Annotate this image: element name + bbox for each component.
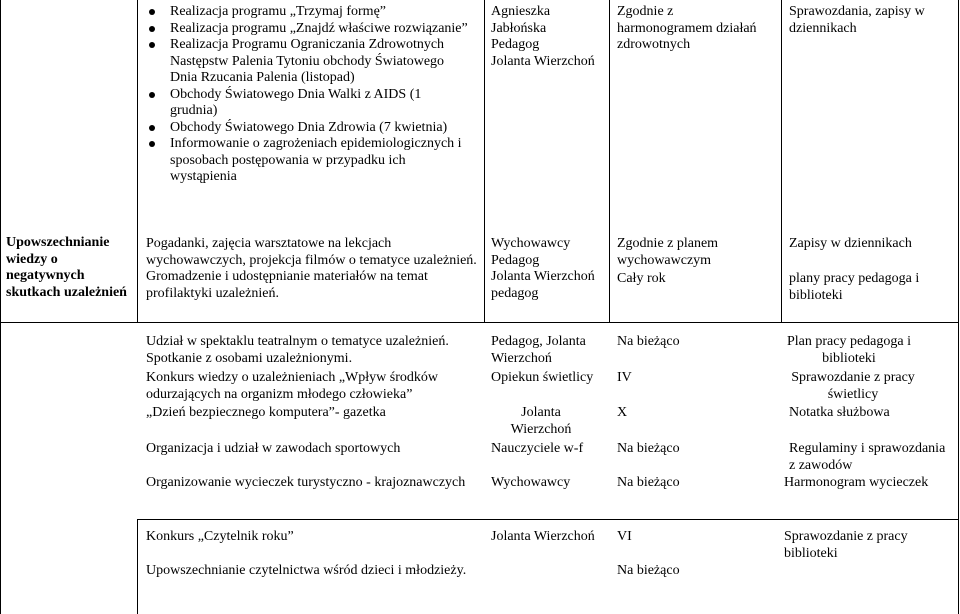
bullet-item: Realizacja programu „Znajdź właściwe rozwiązanie” xyxy=(146,21,470,38)
task-line: Spotkanie z osobami uzależnionymi. xyxy=(146,350,353,366)
resp-dzien-komputera: Jolanta Wierzchoń xyxy=(510,405,572,437)
term-top: Zgodnie z harmonogramem działań zdrowotnych xyxy=(617,4,757,52)
responsible-line: Pedagog xyxy=(491,37,540,52)
task-wycieczki: Organizowanie wycieczek turystyczno - krajoznawczych xyxy=(146,475,466,490)
doc-wycieczki: Harmonogram wycieczek xyxy=(784,475,929,490)
doc-bottom-plany: plany pracy pedagoga i biblioteki xyxy=(789,271,920,303)
resp-spektakl: Pedagog, Jolanta Wierzchoń xyxy=(491,334,586,366)
task-czytelnik xyxy=(146,529,476,579)
resp-konkurs-wiedzy: Opiekun świetlicy xyxy=(491,370,594,385)
task-spektakl xyxy=(146,334,484,367)
paragraph-gromadzenie: Gromadzenie i udostępnianie materiałów na temat profilaktyki uzależnień. xyxy=(146,269,428,301)
border-left xyxy=(0,0,1,614)
task-line: Konkurs „Czytelnik roku” xyxy=(146,529,294,544)
task-line: Upowszechnianie czytelnictwa wśród dzieci i młodzieży. xyxy=(146,562,467,578)
task-dzien-komputera: „Dzień bezpiecznego komputera”- gazetka xyxy=(146,405,386,420)
task-zawody: Organizacja i udział w zawodach sportowych xyxy=(146,441,401,456)
resp-wycieczki: Wychowawcy xyxy=(491,475,571,490)
border-right xyxy=(958,0,959,614)
category-label: Upowszechnianie wiedzy o negatywnych skutkach uzależnień xyxy=(6,235,127,300)
doc-top: Sprawozdania, zapisy w dziennikach xyxy=(789,4,925,36)
term-zawody: Na bieżąco xyxy=(617,441,680,456)
border-col1-lower xyxy=(137,519,138,614)
paragraph-pogadanki: Pogadanki, zajęcia warsztatowe na lekcjach wychowawczych, projekcja filmów o tematyce uzależnień. xyxy=(146,236,477,268)
term-line: VI xyxy=(617,529,632,544)
task-konkurs-wiedzy: Konkurs wiedzy o uzależnieniach „Wpływ środków odurzających na organizm młodego człowieka” xyxy=(146,370,438,402)
responsible-line: Pedagog xyxy=(491,252,540,268)
doc-zawody: Regulaminy i sprawozdania z zawodów xyxy=(789,441,946,473)
border-col3-right xyxy=(609,0,610,323)
bullet-item: Realizacja Programu Ograniczania Zdrowotnych Następstw Palenia Tytoniu obchody Światowego Dnia Rzucania Palenia (listopad) xyxy=(146,37,470,87)
border-col1-right xyxy=(137,0,138,323)
border-row2-bottom xyxy=(137,519,959,520)
bullet-item: Informowanie o zagrożeniach epidemiologicznych i sposobach postępowania w przypadku ich wystąpienia xyxy=(146,136,470,186)
term-konkurs-wiedzy: IV xyxy=(617,370,632,385)
resp-zawody: Nauczyciele w-f xyxy=(491,441,584,456)
bullet-list xyxy=(146,4,482,186)
bullet-item: Obchody Światowego Dnia Walki z AIDS (1 grudnia) xyxy=(146,87,470,120)
term-bottom-year: Cały rok xyxy=(617,271,666,286)
term-czytelnik xyxy=(617,529,767,579)
term-wycieczki: Na bieżąco xyxy=(617,475,680,490)
term-line: Na bieżąco xyxy=(617,562,680,578)
responsible-line: Agnieszka Jabłońska xyxy=(491,4,551,36)
term-spektakl: Na bieżąco xyxy=(617,334,680,349)
responsible-line: Jolanta Wierzchoń xyxy=(491,53,595,69)
doc-konkurs-wiedzy: Sprawozdanie z pracy świetlicy xyxy=(791,370,915,402)
term-dzien-komputera: X xyxy=(617,405,628,420)
term-bottom-plan: Zgodnie z planem wychowawczym xyxy=(617,236,719,268)
doc-spektakl: Plan pracy pedagoga i biblioteki xyxy=(786,334,911,366)
bullet-item: Realizacja programu „Trzymaj formę” xyxy=(146,4,470,21)
resp-czytelnik: Jolanta Wierzchoń xyxy=(491,529,595,544)
task-line: Udział w spektaklu teatralnym o tematyce uzależnień. xyxy=(146,334,449,349)
responsible-bottom xyxy=(491,236,607,302)
doc-dzien-komputera: Notatka służbowa xyxy=(789,405,890,420)
responsible-top xyxy=(491,4,607,70)
border-col2-right xyxy=(484,0,485,323)
border-col4-right xyxy=(781,0,782,323)
doc-czytelnik: Sprawozdanie z pracy biblioteki xyxy=(784,529,908,561)
responsible-line: pedagog xyxy=(491,285,539,301)
bullet-item: Obchody Światowego Dnia Zdrowia (7 kwietnia) xyxy=(146,120,470,137)
responsible-line: Wychowawcy xyxy=(491,236,571,251)
responsible-line: Jolanta Wierzchoń xyxy=(491,269,595,284)
doc-bottom-zapisy: Zapisy w dziennikach xyxy=(789,236,912,251)
border-row1-bottom xyxy=(0,322,959,323)
